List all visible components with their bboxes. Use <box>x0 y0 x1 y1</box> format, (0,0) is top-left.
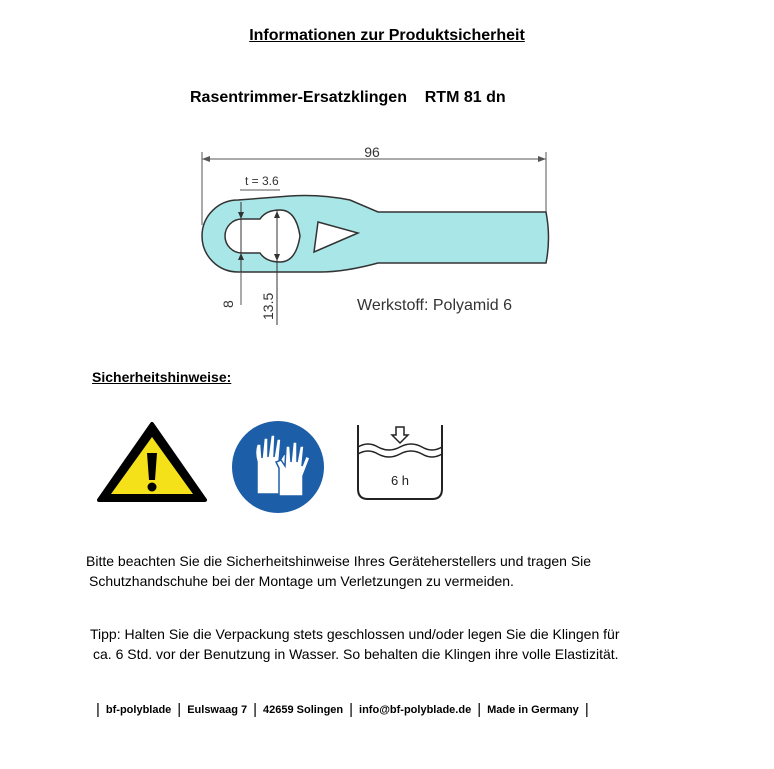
instructions-line-1: Bitte beachten Sie die Sicherheitshinweise Ihres Geräteherstellers und tragen Sie <box>86 553 592 569</box>
hole-width-label: 8 <box>220 300 236 308</box>
safety-heading: Sicherheitshinweise: <box>92 369 232 385</box>
tip-line-2: ca. 6 Std. vor der Benutzung in Wasser. So behalten die Klingen ihre volle Elastizität. <box>93 646 619 662</box>
tip-line-1: Tipp: Halten Sie die Verpackung stets geschlossen und/oder legen Sie die Klingen für <box>90 626 620 642</box>
length-label: 96 <box>364 144 380 160</box>
footer-street: Eulswaag 7 <box>187 703 248 716</box>
product-subtitle <box>190 89 506 107</box>
footer: | bf-polyblade | Eulswaag 7 | 42659 Solingen | info@bf-polyblade.de | Made in Germany | <box>96 701 589 718</box>
arrowhead-left <box>202 156 210 162</box>
footer-origin: Made in Germany <box>487 703 579 716</box>
material-label: Werkstoff: Polyamid 6 <box>357 297 513 314</box>
footer-email: info@bf-polyblade.de <box>359 703 472 716</box>
warning-icon <box>96 421 208 503</box>
footer-company: bf-polyblade <box>105 703 172 716</box>
arrowhead-right <box>538 156 546 162</box>
soak-in-water-icon <box>354 423 446 503</box>
gloves-icon <box>231 420 325 514</box>
instructions-paragraph <box>86 551 726 591</box>
thickness-label: t = 3.6 <box>245 174 279 188</box>
footer-city: 42659 Solingen <box>263 703 344 716</box>
blade-technical-drawing <box>180 130 580 330</box>
product-name: Rasentrimmer-Ersatzklingen <box>190 89 407 106</box>
instructions-line-2: Schutzhandschuhe bei der Montage um Verletzungen zu vermeiden. <box>89 573 514 589</box>
page-title: Informationen zur Produktsicherheit <box>249 27 525 44</box>
tip-paragraph <box>90 624 730 664</box>
hole-height-label: 13.5 <box>260 292 276 320</box>
soak-duration-label: 6 h <box>390 473 410 488</box>
product-model: RTM 81 dn <box>424 89 506 106</box>
